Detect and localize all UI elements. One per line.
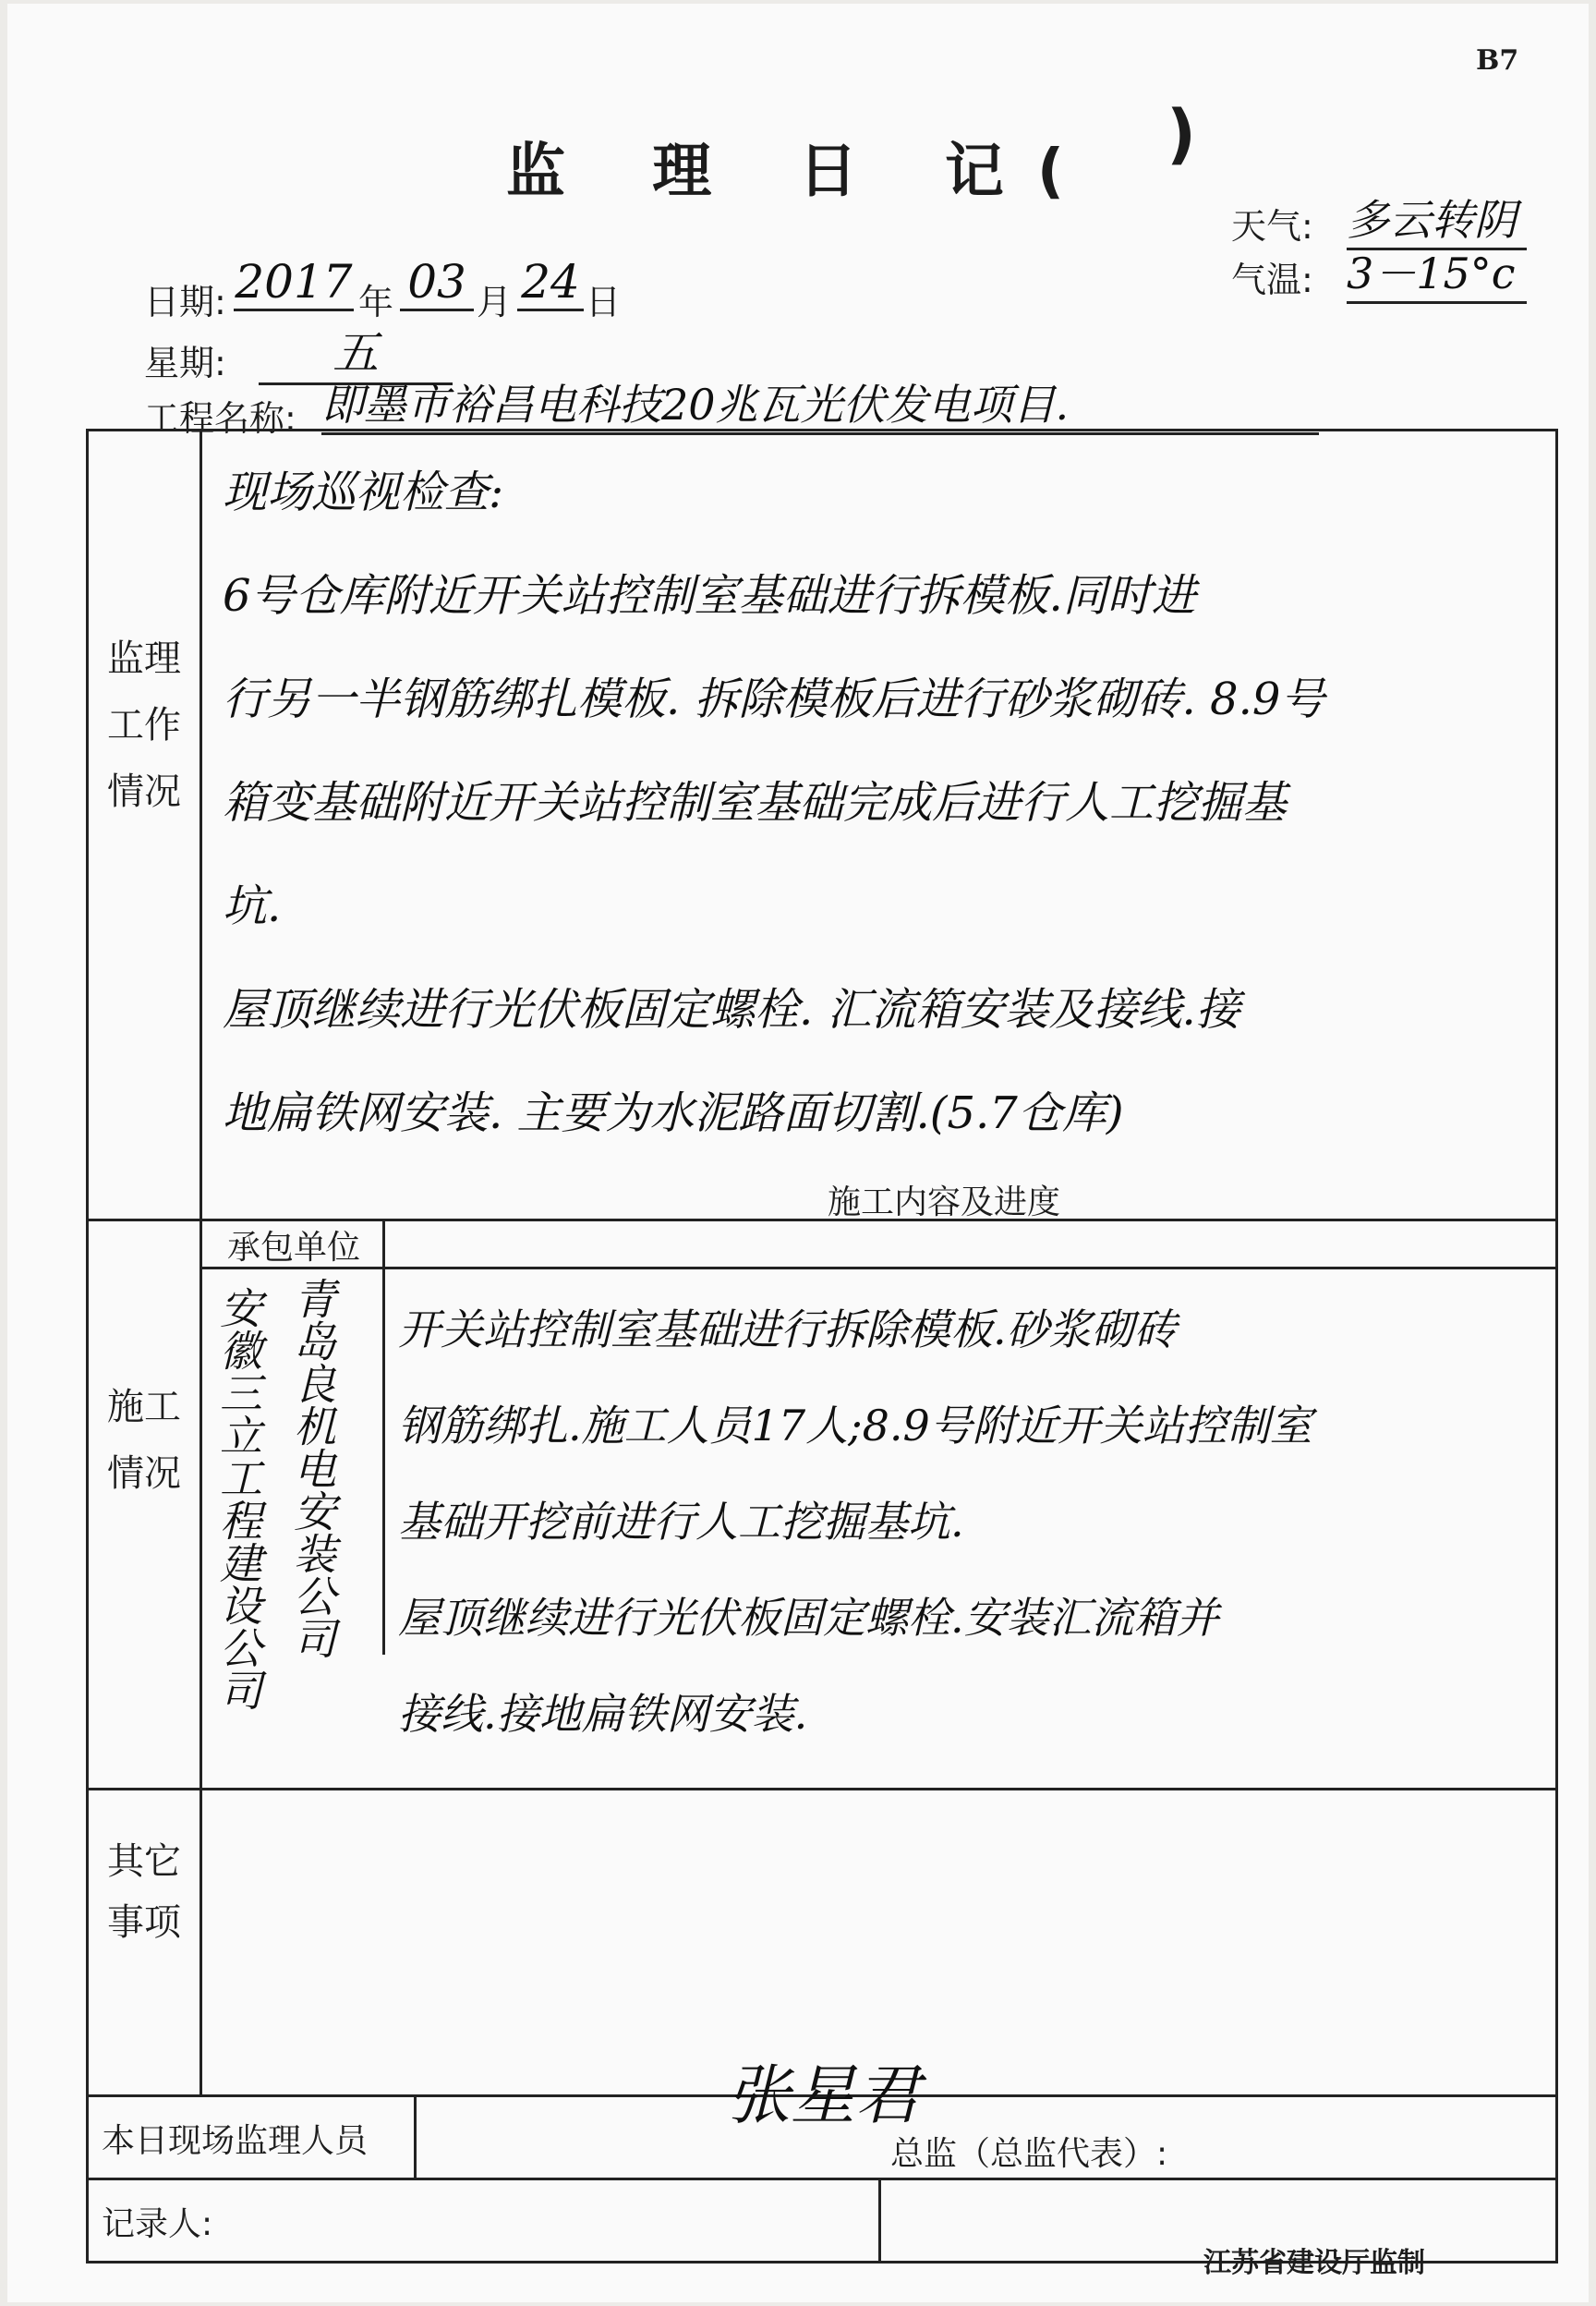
staff-label: 本日现场监理人员 [102, 2122, 369, 2160]
construction-label: 施工情况 [107, 1386, 181, 1495]
supervision-diary-page [7, 4, 1589, 2302]
form-code: B7 [1476, 44, 1519, 77]
project-label: 工程名称: [144, 398, 296, 439]
page-title: 监 理 日 记( [506, 138, 1098, 206]
recorder-label: 记录人: [102, 2205, 213, 2243]
date-year: 2017 [234, 255, 354, 311]
weather-label: 天气: [1231, 206, 1313, 247]
section-divider-2 [89, 1788, 1555, 1790]
label-column-divider [200, 431, 202, 2094]
contractor-unit-2: 青岛良机电安装公司 [287, 1277, 337, 1659]
project-name: 即墨市裕昌电科技20兆瓦光伏发电项目. [321, 371, 1319, 435]
footer-divider-2 [89, 2178, 1555, 2180]
staff-cell-divider [414, 2094, 417, 2178]
weekday-label: 星期: [144, 343, 226, 383]
contractor-header: 承包单位 [227, 1229, 361, 1267]
construction-unit-divider [382, 1219, 385, 1655]
supervision-content: 现场巡视检查: 6号仓库附近开关站控制室基础进行拆模板.同时进 行另一半钢筋绑扎模板. 拆除模板后进行砂浆砌砖. 8.9号 箱变基础附近开关站控制室基础完成后进行人工挖掘基 坑. 屋顶继续进行光伏板固定螺栓. 汇流箱安装及接线.接 地扁铁网安装. 主要为水泥路面切割.(5.7仓库) [223, 467, 1325, 1139]
title-close-paren: ) [1167, 96, 1229, 172]
contractor-unit-1: 安徽三立工程建设公司 [213, 1286, 263, 1711]
construction-content: 开关站控制室基础进行拆除模板.砂浆砌砖 钢筋绑扎.施工人员17人;8.9号附近开关站控制室 基础开挖前进行人工挖掘基坑. 屋顶继续进行光伏板固定螺栓.安装汇流箱并 接线.接地扁铁网安装. [398, 1305, 1312, 1739]
date-day: 24 [517, 255, 584, 311]
temperature-label: 气温: [1231, 260, 1313, 300]
recorder-cell-divider [878, 2178, 881, 2261]
construction-header-divider [200, 1267, 1555, 1269]
supervision-label: 监理工作情况 [107, 637, 181, 813]
date-year-unit: 年 [358, 282, 394, 322]
date-month: 03 [400, 255, 474, 311]
date-day-unit: 日 [586, 282, 622, 322]
other-label: 其它事项 [107, 1840, 181, 1944]
temperature-value: 3－15°c [1347, 240, 1527, 304]
weekday-value: 五 [259, 316, 453, 385]
issuer-note: 江苏省建设厅监制 [1203, 2247, 1425, 2279]
content-header: 施工内容及进度 [828, 1183, 1061, 1221]
weather-value: 多云转阴 [1347, 187, 1527, 250]
staff-signature: 张星君 [726, 2057, 920, 2133]
date-month-unit: 月 [477, 282, 513, 322]
diary-table [86, 429, 1558, 2264]
date-label: 日期: [144, 282, 226, 322]
chief-supervisor-label: 总监（总监代表）: [890, 2135, 1168, 2173]
